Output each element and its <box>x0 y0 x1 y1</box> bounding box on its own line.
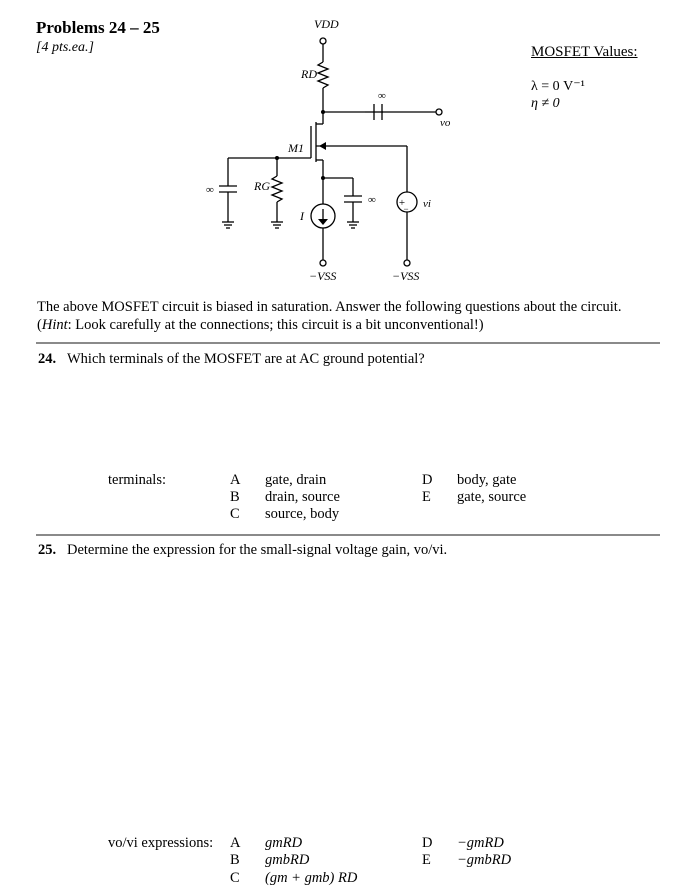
q24-option-c[interactable]: source, body <box>265 506 340 522</box>
q24-option-e-letter[interactable]: E <box>422 489 431 505</box>
lambda-value: λ = 0 V⁻¹ <box>531 79 585 94</box>
q25-answer-label: vo/vi expressions: <box>108 835 214 851</box>
eta-value: η ≠ 0 <box>531 96 560 111</box>
q24-option-e[interactable]: gate, source <box>457 489 527 505</box>
vi-label: vi <box>423 198 431 210</box>
hint-text: : Look carefully at the connections; this circuit is a bit unconventional!) <box>67 317 484 333</box>
current-label: I <box>300 209 304 223</box>
q24-number: 24. <box>38 351 57 367</box>
q24-option-d-letter[interactable]: D <box>422 472 433 488</box>
q24-option-b[interactable]: drain, source <box>265 489 340 505</box>
rg-label: RG <box>254 179 270 193</box>
inf-top-label: ∞ <box>378 90 386 102</box>
q24-text: Which terminals of the MOSFET are at AC ground potential? <box>67 351 425 367</box>
question-24 <box>38 351 425 368</box>
q24-option-c-letter[interactable]: C <box>230 506 240 522</box>
problem-title: Problems 24 – 25 <box>36 18 160 37</box>
q25-text: Determine the expression for the small-signal voltage gain, vo/vi. <box>67 542 448 558</box>
q25-option-c[interactable]: (gm + gmb) RD <box>265 870 358 886</box>
q25-option-c-letter[interactable]: C <box>230 870 240 886</box>
circuit-diagram <box>0 0 675 290</box>
vdd-label: VDD <box>314 17 339 31</box>
intro-line-2: (Hint: Look carefully at the connections; this circuit is a bit unconventional!) <box>37 317 484 333</box>
q25-option-e-letter[interactable]: E <box>422 852 431 868</box>
rd-resistor <box>318 62 328 88</box>
rd-label: RD <box>301 67 317 81</box>
vss-left-label: −VSS <box>309 269 337 283</box>
mosfet-values-heading: MOSFET Values: <box>531 44 638 60</box>
points-label: [4 pts.ea.] <box>36 40 94 55</box>
q24-option-b-letter[interactable]: B <box>230 489 240 505</box>
rg-resistor <box>272 176 282 202</box>
q25-option-d[interactable]: −gmRD <box>457 835 504 851</box>
inf-mid-label: ∞ <box>368 194 376 206</box>
q24-answer-label: terminals: <box>108 472 166 488</box>
question-25 <box>38 542 447 559</box>
q24-option-d[interactable]: body, gate <box>457 472 517 488</box>
svg-text:+: + <box>398 197 406 209</box>
vss-right-label: −VSS <box>392 269 420 283</box>
q25-option-b[interactable]: gmbRD <box>265 852 310 868</box>
intro-line-1: The above MOSFET circuit is biased in saturation. Answer the following questions about the circuit. <box>37 299 622 315</box>
m1-label: M1 <box>288 141 304 155</box>
vo-terminal <box>436 109 442 115</box>
q24-option-a[interactable]: gate, drain <box>265 472 327 488</box>
vdd-terminal <box>320 38 326 44</box>
divider-2 <box>36 534 660 536</box>
vss-right-terminal <box>404 260 410 266</box>
q25-option-d-letter[interactable]: D <box>422 835 433 851</box>
hint-label: Hint <box>41 317 68 333</box>
svg-text:−: − <box>403 204 409 214</box>
inf-left-label: ∞ <box>206 184 214 196</box>
q25-option-a-letter[interactable]: A <box>230 835 241 851</box>
q25-option-b-letter[interactable]: B <box>230 852 240 868</box>
vss-left-terminal <box>320 260 326 266</box>
q24-option-a-letter[interactable]: A <box>230 472 241 488</box>
q25-number: 25. <box>38 542 57 558</box>
divider-1 <box>36 342 660 344</box>
vo-label: vo <box>440 117 451 129</box>
q25-option-e[interactable]: −gmbRD <box>457 852 512 868</box>
q25-option-a[interactable]: gmRD <box>265 835 303 851</box>
